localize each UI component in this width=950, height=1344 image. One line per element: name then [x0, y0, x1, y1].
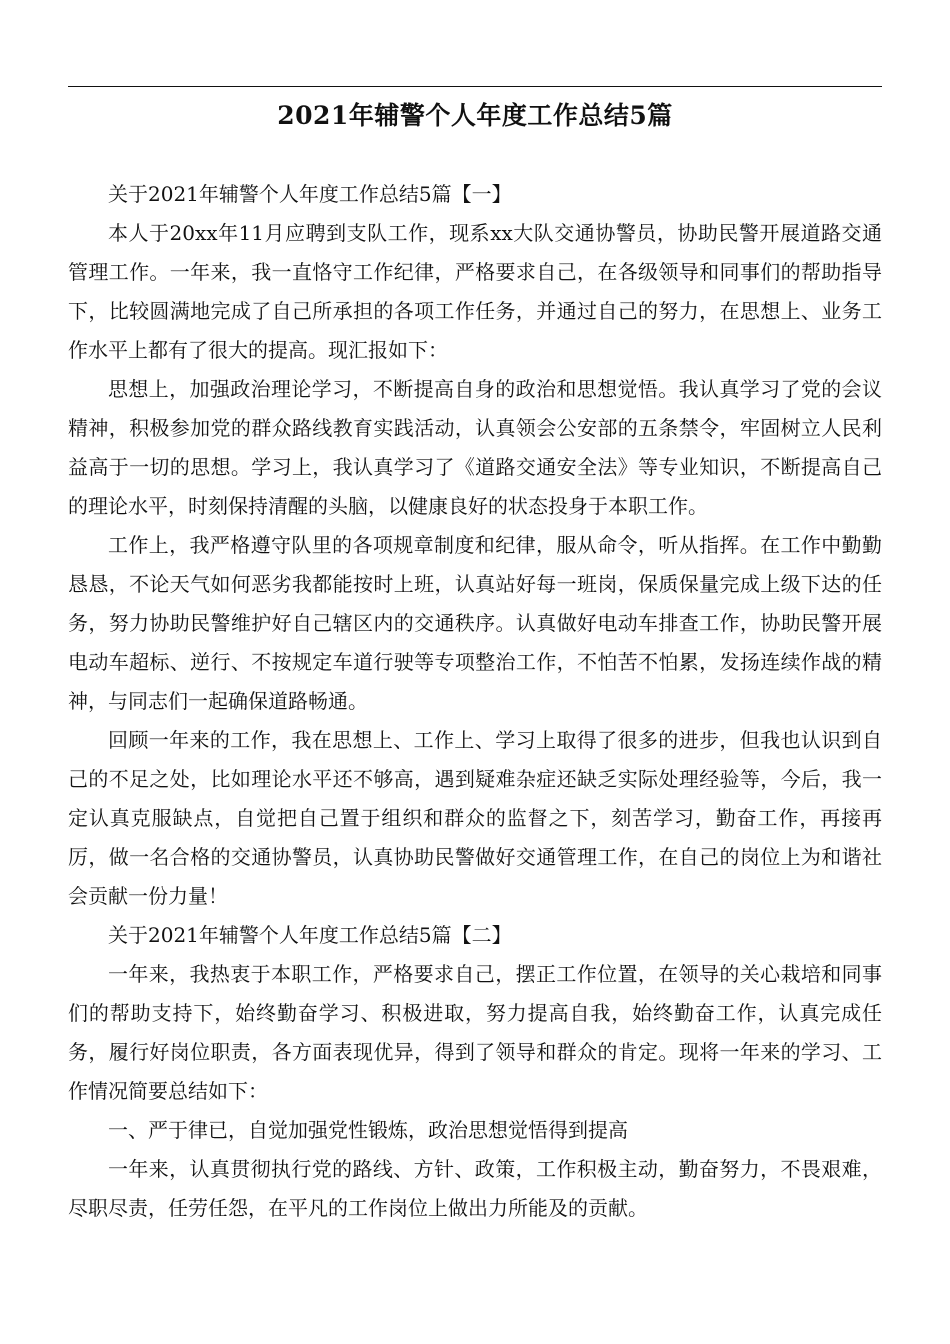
paragraph: 思想上，加强政治理论学习，不断提高自身的政治和思想觉悟。我认真学习了党的会议精神，积极参加党的群众路线教育实践活动，认真领会公安部的五条禁令，牢固树立人民利益高于一切的思想。学习上，我认真学习了《道路交通安全法》等专业知识，不断提高自己的理论水平，时刻保持清醒的头脑，以健康良好的状态投身于本职工作。	[68, 377, 882, 518]
paragraph: 一年来，我热衷于本职工作，严格要求自己，摆正工作位置，在领导的关心栽培和同事们的帮助支持下，始终勤奋学习、积极进取，努力提高自我，始终勤奋工作，认真完成任务，履行好岗位职责，各方面表现优异，得到了领导和群众的肯定。现将一年来的学习、工作情况简要总结如下：	[68, 962, 882, 1103]
document-title: 2021年辅警个人年度工作总结5篇	[277, 101, 673, 130]
paragraph: 回顾一年来的工作，我在思想上、工作上、学习上取得了很多的进步，但我也认识到自己的不足之处，比如理论水平还不够高，遇到疑难杂症还缺乏实际处理经验等，今后，我一定认真克服缺点，自觉把自己置于组织和群众的监督之下，刻苦学习，勤奋工作，再接再厉，做一名合格的交通协警员，认真协助民警做好交通管理工作，在自己的岗位上为和谐社会贡献一份力量！	[68, 728, 882, 908]
subheading: 一、严于律已，自觉加强党性锻炼，政治思想觉悟得到提高	[108, 1118, 628, 1142]
section-heading-1: 关于2021年辅警个人年度工作总结5篇【一】	[108, 182, 512, 206]
paragraph: 本人于20xx年11月应聘到支队工作，现系xx大队交通协警员，协助民警开展道路交通管理工作。一年来，我一直恪守工作纪律，严格要求自己，在各级领导和同事们的帮助指导下，比较圆满地完成了自己所承担的各项工作任务，并通过自己的努力，在思想上、业务工作水平上都有了很大的提高。现汇报如下：	[68, 221, 882, 362]
paragraph: 工作上，我严格遵守队里的各项规章制度和纪律，服从命令，听从指挥。在工作中勤勤恳恳，不论天气如何恶劣我都能按时上班，认真站好每一班岗，保质保量完成上级下达的任务，努力协助民警维护好自己辖区内的交通秩序。认真做好电动车排查工作，协助民警开展电动车超标、逆行、不按规定车道行驶等专项整治工作，不怕苦不怕累，发扬连续作战的精神，与同志们一起确保道路畅通。	[68, 533, 882, 713]
document-body	[68, 175, 882, 1228]
paragraph: 一年来，认真贯彻执行党的路线、方针、政策，工作积极主动，勤奋努力，不畏艰难，尽职尽责，任劳任怨，在平凡的工作岗位上做出力所能及的贡献。	[68, 1157, 882, 1220]
header-rule	[68, 86, 882, 87]
section-heading-2: 关于2021年辅警个人年度工作总结5篇【二】	[108, 923, 512, 947]
